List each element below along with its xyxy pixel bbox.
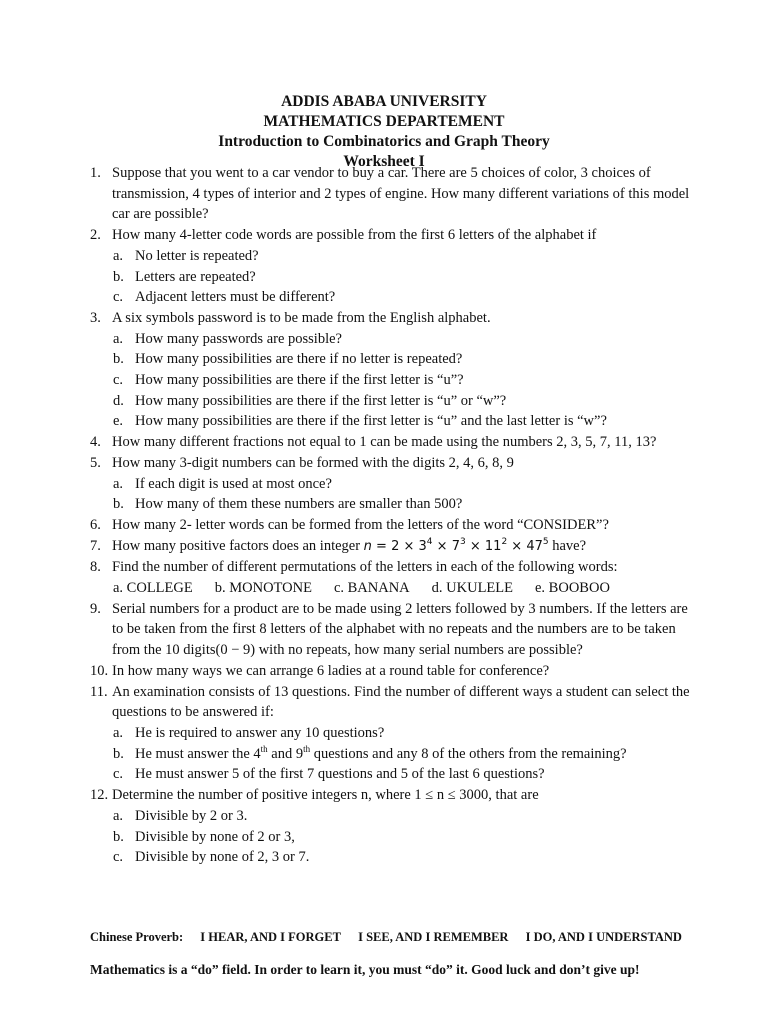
subquestion-label: a. <box>113 247 124 264</box>
subquestion-text: Divisible by 2 or 3. <box>135 807 248 824</box>
proverb-part: I DO, AND I UNDERSTAND <box>525 930 682 944</box>
subquestion-text: How many possibilities are there if the first letter is “u” and the last letter is “w”? <box>135 413 607 430</box>
proverb-part: I SEE, AND I REMEMBER <box>358 930 509 944</box>
subquestion <box>90 329 690 350</box>
word-item: b. MONOTONE <box>214 580 312 597</box>
question-list <box>90 163 690 868</box>
question-text: Serial numbers for a product are to be made using 2 letters followed by 3 numbers. If the letters are to be taken from the first 8 letters of the alphabet with no repeats and the numbers are to be taken from the 10 digits(0 − 9) with no repeats, how many serial numbers are possible? <box>112 600 688 659</box>
question-11 <box>90 682 690 723</box>
subquestion-text: Divisible by none of 2 or 3, <box>135 828 295 845</box>
course-title: Introduction to Combinatorics and Graph Theory <box>218 133 550 150</box>
subquestion-label: c. <box>113 849 124 866</box>
subquestion-label: b. <box>113 351 124 368</box>
question-text: Suppose that you went to a car vendor to buy a car. There are 5 choices of color, 3 choices of transmission, 4 types of interior and 2 types of engine. How many different variations of this model car are possible? <box>112 165 690 223</box>
question-text: A six symbols password is to be made from the English alphabet. <box>112 309 491 326</box>
subquestion-label: d. <box>113 392 124 409</box>
question-number: 1. <box>90 165 101 181</box>
proverb-part: I HEAR, AND I FORGET <box>200 930 341 944</box>
subquestion-label: b. <box>113 828 124 845</box>
subquestion-text: He must answer the 4th and 9th questions and any 8 of the others from the remaining? <box>135 743 627 762</box>
question-4 <box>90 432 690 453</box>
subquestion-label: a. <box>113 724 124 741</box>
question-number: 5. <box>90 454 101 471</box>
question-text-end: have? <box>548 537 587 554</box>
subquestion-text: How many possibilities are there if the first letter is “u” or “w”? <box>135 392 507 409</box>
question-number: 12. <box>90 787 109 804</box>
subquestion-label: a. <box>113 475 124 492</box>
department-title: MATHEMATICS DEPARTEMENT <box>263 113 505 130</box>
subquestion <box>90 806 690 827</box>
question-2 <box>90 225 690 246</box>
question-text: How many different fractions not equal to 1 can be made using the numbers 2, 3, 5, 7, 11, 13? <box>112 434 657 451</box>
question-text: In how many ways we can arrange 6 ladies at a round table for conference? <box>112 662 550 679</box>
subquestion <box>90 744 690 765</box>
question-9 <box>90 599 690 661</box>
subquestion <box>90 287 690 308</box>
subquestion-text: Divisible by none of 2, 3 or 7. <box>135 849 310 866</box>
question-number: 8. <box>90 559 101 576</box>
question-text: How many 4-letter code words are possible from the first 6 letters of the alphabet if <box>112 227 597 244</box>
question-number: 3. <box>90 309 101 326</box>
question-text: An examination consists of 13 questions. Find the number of different ways a student can select the questions to be answered if: <box>112 683 690 721</box>
question-text: Find the number of different permutations of the letters in each of the following words: <box>112 559 618 576</box>
subquestion <box>90 764 690 785</box>
question-text: How many positive factors does an integer <box>112 537 364 554</box>
subquestion <box>90 370 690 391</box>
question-number: 10. <box>90 662 109 679</box>
subquestion-label: b. <box>113 496 124 513</box>
subquestion <box>90 847 690 868</box>
subquestion <box>90 827 690 848</box>
subquestion <box>90 267 690 288</box>
subquestion-text: Adjacent letters must be different? <box>135 289 336 306</box>
subquestion-text: Letters are repeated? <box>135 268 256 285</box>
subquestion <box>90 723 690 744</box>
subquestion-text: How many possibilities are there if no letter is repeated? <box>135 351 463 368</box>
subquestion <box>90 494 690 515</box>
question-number: 4. <box>90 434 101 451</box>
subquestion-label: b. <box>113 745 124 762</box>
subquestion <box>90 349 690 370</box>
question-text: How many 2- letter words can be formed from the letters of the word “CONSIDER”? <box>112 516 609 533</box>
word-item: e. BOOBOO <box>535 580 610 597</box>
subquestion <box>90 411 690 432</box>
word-item: d. UKULELE <box>431 580 513 597</box>
question-6 <box>90 515 690 536</box>
subquestion-text: How many of them these numbers are smaller than 500? <box>135 496 463 513</box>
university-title: ADDIS ABABA UNIVERSITY <box>281 93 487 110</box>
subquestion <box>90 246 690 267</box>
question-text: How many 3-digit numbers can be formed with the digits 2, 4, 6, 8, 9 <box>112 454 514 471</box>
subquestion-label: b. <box>113 268 124 285</box>
question-12 <box>90 785 690 806</box>
subquestion-label: a. <box>113 807 124 824</box>
subquestion-text: How many possibilities are there if the first letter is “u”? <box>135 372 464 389</box>
question-number: 6. <box>90 516 101 533</box>
subquestion-label: a. <box>113 330 124 347</box>
chinese-proverb <box>90 930 696 945</box>
question-5 <box>90 453 690 474</box>
subquestion <box>90 391 690 412</box>
question-3 <box>90 308 690 329</box>
question-number: 11. <box>90 683 108 700</box>
subquestion-label: e. <box>113 413 124 430</box>
subquestion-text: He must answer 5 of the first 7 questions and 5 of the last 6 questions? <box>135 766 545 783</box>
subquestion-label: c. <box>113 766 124 783</box>
subquestion-label: c. <box>113 289 124 306</box>
subquestion-text: He is required to answer any 10 questions? <box>135 724 385 741</box>
subquestion <box>90 474 690 495</box>
subquestion-text: No letter is repeated? <box>135 247 259 264</box>
question-7 <box>90 536 690 558</box>
subquestion-text: How many passwords are possible? <box>135 330 342 347</box>
word-item: c. BANANA <box>333 580 410 597</box>
motto: Mathematics is a “do” field. In order to learn it, you must “do” it. Good luck and don’t give up! <box>90 962 640 977</box>
word-item: a. COLLEGE <box>113 580 193 597</box>
question-text: Determine the number of positive integers n, where 1 ≤ n ≤ 3000, that are <box>112 787 539 804</box>
subquestion-text: If each digit is used at most once? <box>135 475 332 492</box>
question-8 <box>90 557 690 578</box>
question-1 <box>90 163 690 225</box>
proverb-label: Chinese Proverb: <box>90 930 184 944</box>
word-list <box>90 578 690 599</box>
question-number: 7. <box>90 537 101 554</box>
question-10 <box>90 661 690 682</box>
question-number: 9. <box>90 600 101 617</box>
subquestion-label: c. <box>113 372 124 389</box>
question-number: 2. <box>90 227 101 244</box>
header <box>0 92 768 172</box>
worksheet-title: Worksheet I <box>343 153 425 170</box>
factor-formula: $n = 2 \times 3^4 \times 7^3 \times 11^2 \times 47^5$ <box>363 536 549 554</box>
